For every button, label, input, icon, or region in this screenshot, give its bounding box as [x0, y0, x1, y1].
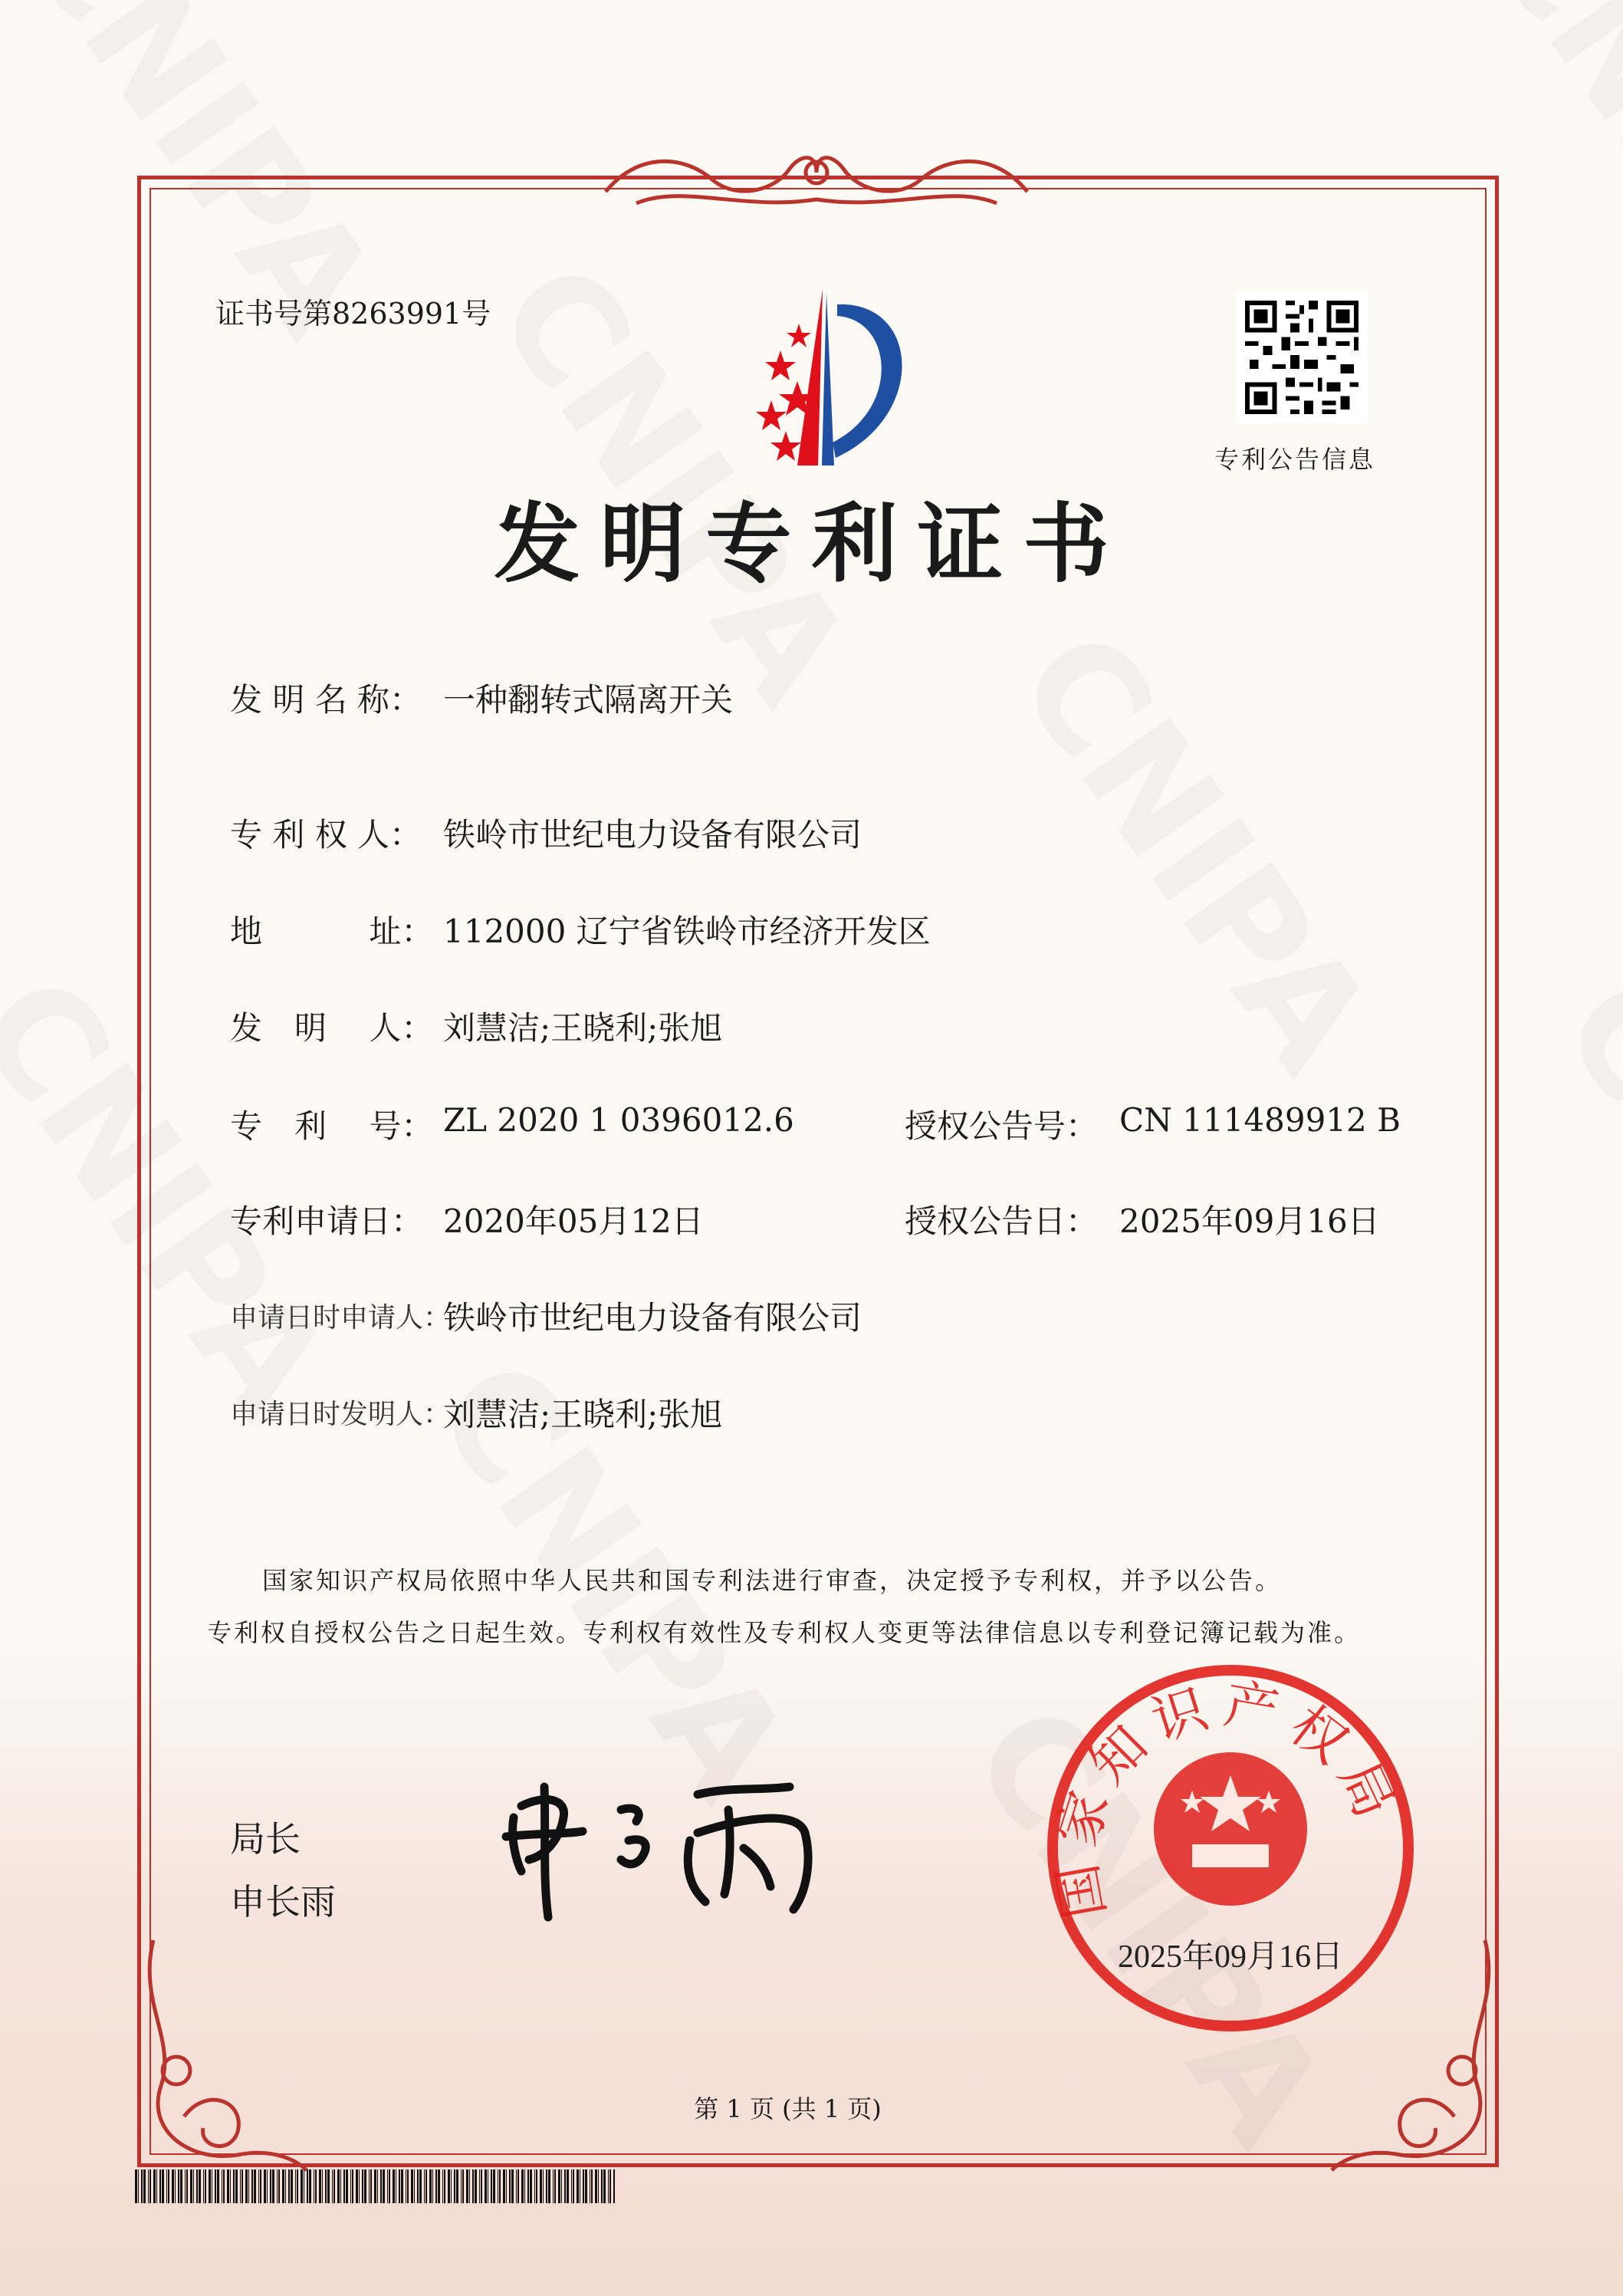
applicant-at-filing-value: 铁岭市世纪电力设备有限公司: [443, 1299, 862, 1337]
seal-text: 国家知识产权局: [1043, 1672, 1411, 1923]
patent-number-value: ZL 2020 1 0396012.6: [443, 1101, 794, 1139]
barcode-bar: [264, 2169, 266, 2203]
barcode-bar: [601, 2169, 603, 2203]
barcode-bar: [230, 2169, 231, 2203]
barcode-bar: [135, 2169, 137, 2203]
barcode-bar: [383, 2169, 385, 2203]
barcode-bar: [362, 2169, 363, 2203]
barcode-bar: [561, 2169, 562, 2203]
barcode-bar: [516, 2169, 517, 2203]
barcode-bar: [444, 2169, 445, 2203]
barcode-bar: [577, 2169, 579, 2203]
barcode-bar: [175, 2169, 176, 2203]
barcode-bar: [186, 2169, 188, 2203]
barcode-bar: [278, 2169, 280, 2203]
barcode-bar: [407, 2169, 409, 2203]
barcode-bar: [567, 2169, 569, 2203]
barcode-bar: [196, 2169, 198, 2203]
barcode-bar: [374, 2169, 376, 2203]
barcode-bar: [337, 2169, 340, 2203]
barcode-bar: [343, 2169, 345, 2203]
barcode-bar: [432, 2169, 433, 2203]
barcode-bar: [148, 2169, 149, 2203]
patentee-value: 铁岭市世纪电力设备有限公司: [443, 816, 862, 854]
inventor-label: 发 明 人：: [230, 1009, 434, 1047]
barcode-bar: [199, 2169, 201, 2203]
barcode-bar: [235, 2169, 238, 2203]
barcode-bar: [327, 2169, 330, 2203]
barcode-bar: [511, 2169, 514, 2203]
barcode-bar: [425, 2169, 427, 2203]
grant-pub-number-label: 授权公告号：: [905, 1107, 1099, 1145]
barcode-bar: [506, 2169, 507, 2203]
watermark: [1530, 948, 1623, 1446]
barcode-bar: [591, 2169, 593, 2203]
barcode-bar: [527, 2169, 529, 2203]
barcode-bar: [295, 2169, 296, 2203]
corner-ornament-left: [130, 1933, 314, 2178]
barcode-bar: [558, 2169, 560, 2203]
barcode-bar: [258, 2169, 259, 2203]
patentee-label: 专 利 权 人：: [230, 816, 422, 854]
barcode-bar: [387, 2169, 388, 2203]
barcode-bar: [359, 2169, 360, 2203]
barcode: [135, 2169, 615, 2203]
barcode-bar: [272, 2169, 274, 2203]
barcode-bar: [209, 2169, 211, 2203]
barcode-bar: [172, 2169, 174, 2203]
barcode-bar: [540, 2169, 542, 2203]
barcode-bar: [285, 2169, 286, 2203]
barcode-bar: [166, 2169, 167, 2203]
barcode-bar: [288, 2169, 290, 2203]
barcode-bar: [442, 2169, 443, 2203]
barcode-bar: [461, 2169, 462, 2203]
barcode-bar: [472, 2169, 474, 2203]
qr-code[interactable]: [1236, 291, 1368, 423]
statement-line-1: 国家知识产权局依照中华人民共和国专利法进行审查，决定授予专利权，并予以公告。: [262, 1566, 1283, 1595]
barcode-bar: [393, 2169, 395, 2203]
barcode-bar: [301, 2169, 303, 2203]
inventor-at-filing-label: 申请日时发明人：: [230, 1399, 452, 1430]
barcode-bar: [603, 2169, 606, 2203]
barcode-bar: [613, 2169, 615, 2203]
barcode-bar: [475, 2169, 477, 2203]
barcode-bar: [333, 2169, 335, 2203]
barcode-bar: [180, 2169, 182, 2203]
barcode-bar: [536, 2169, 537, 2203]
barcode-bar: [190, 2169, 192, 2203]
barcode-bar: [248, 2169, 249, 2203]
barcode-bar: [185, 2169, 186, 2203]
certificate-number: 证书号第8263991号: [215, 297, 491, 331]
barcode-bar: [524, 2169, 525, 2203]
barcode-bar: [509, 2169, 511, 2203]
barcode-bar: [241, 2169, 243, 2203]
barcode-bar: [469, 2169, 470, 2203]
barcode-bar: [168, 2169, 169, 2203]
barcode-bar: [203, 2169, 204, 2203]
barcode-bar: [493, 2169, 495, 2203]
barcode-bar: [548, 2169, 550, 2203]
patent-number-label: 专 利 号：: [230, 1107, 434, 1145]
grant-pub-date-label: 授权公告日：: [905, 1202, 1099, 1240]
barcode-bar: [456, 2169, 458, 2203]
barcode-bar: [138, 2169, 139, 2203]
barcode-bar: [534, 2169, 535, 2203]
barcode-bar: [251, 2169, 253, 2203]
barcode-bar: [227, 2169, 229, 2203]
barcode-bar: [178, 2169, 179, 2203]
barcode-bar: [595, 2169, 597, 2203]
handwritten-signature: [498, 1764, 843, 1925]
barcode-bar: [141, 2169, 143, 2203]
barcode-bar: [260, 2169, 261, 2203]
barcode-bar: [598, 2169, 599, 2203]
barcode-bar: [309, 2169, 311, 2203]
barcode-bar: [554, 2169, 556, 2203]
barcode-bar: [356, 2169, 358, 2203]
barcode-bar: [350, 2169, 351, 2203]
seal-date: 2025年09月16日: [1117, 1939, 1344, 1975]
statement-line-2: 专利权自授权公告之日起生效。专利权有效性及专利权人变更等法律信息以专利登记簿记载为准。: [207, 1618, 1362, 1647]
barcode-bar: [322, 2169, 323, 2203]
barcode-bar: [223, 2169, 225, 2203]
barcode-bar: [585, 2169, 587, 2203]
barcode-bar: [297, 2169, 298, 2203]
barcode-bar: [291, 2169, 293, 2203]
barcode-bar: [332, 2169, 333, 2203]
barcode-bar: [462, 2169, 464, 2203]
cnipa-logo: [698, 285, 943, 473]
invention-name-value: 一种翻转式隔离开关: [443, 681, 734, 719]
barcode-bar: [215, 2169, 216, 2203]
barcode-bar: [573, 2169, 574, 2203]
barcode-bar: [377, 2169, 378, 2203]
page-title: 发明专利证书: [494, 495, 1129, 594]
barcode-bar: [143, 2169, 146, 2203]
barcode-bar: [438, 2169, 440, 2203]
barcode-bar: [156, 2169, 157, 2203]
barcode-bar: [583, 2169, 584, 2203]
barcode-bar: [370, 2169, 372, 2203]
barcode-bar: [401, 2169, 403, 2203]
barcode-bar: [240, 2169, 241, 2203]
inventor-at-filing-value: 刘慧洁;王晓利;张旭: [443, 1396, 723, 1433]
barcode-bar: [564, 2169, 566, 2203]
barcode-bar: [380, 2169, 382, 2203]
barcode-bar: [608, 2169, 609, 2203]
barcode-bar: [245, 2169, 248, 2203]
barcode-bar: [389, 2169, 390, 2203]
barcode-bar: [485, 2169, 487, 2203]
barcode-bar: [530, 2169, 532, 2203]
barcode-bar: [448, 2169, 450, 2203]
barcode-bar: [481, 2169, 482, 2203]
barcode-bar: [521, 2169, 524, 2203]
top-ornament: [590, 138, 1043, 215]
filing-date-label: 专利申请日：: [230, 1202, 424, 1240]
applicant-at-filing-label: 申请日时申请人：: [230, 1302, 452, 1334]
barcode-bar: [546, 2169, 547, 2203]
barcode-bar: [364, 2169, 366, 2203]
signatory-title: 局长: [230, 1818, 301, 1860]
barcode-bar: [217, 2169, 219, 2203]
barcode-bar: [369, 2169, 370, 2203]
barcode-bar: [517, 2169, 519, 2203]
inventor-value: 刘慧洁;王晓利;张旭: [443, 1009, 723, 1047]
barcode-bar: [399, 2169, 400, 2203]
barcode-bar: [233, 2169, 235, 2203]
barcode-bar: [315, 2169, 317, 2203]
barcode-bar: [429, 2169, 432, 2203]
barcode-bar: [254, 2169, 256, 2203]
qr-caption: 专利公告信息: [1214, 445, 1376, 474]
barcode-bar: [149, 2169, 151, 2203]
barcode-bar: [159, 2169, 161, 2203]
barcode-bar: [417, 2169, 419, 2203]
barcode-bar: [571, 2169, 572, 2203]
barcode-bar: [267, 2169, 268, 2203]
barcode-bar: [319, 2169, 321, 2203]
invention-name-label: 发 明 名 称：: [230, 681, 422, 719]
barcode-bar: [414, 2169, 415, 2203]
barcode-bar: [466, 2169, 468, 2203]
barcode-bar: [451, 2169, 452, 2203]
barcode-bar: [352, 2169, 353, 2203]
barcode-bar: [479, 2169, 480, 2203]
barcode-bar: [307, 2169, 308, 2203]
barcode-bar: [499, 2169, 501, 2203]
barcode-bar: [205, 2169, 206, 2203]
barcode-bar: [270, 2169, 271, 2203]
address-value: 112000 辽宁省铁岭市经济开发区: [443, 913, 931, 950]
barcode-bar: [553, 2169, 554, 2203]
barcode-bar: [503, 2169, 505, 2203]
page-number: 第 1 页 (共 1 页): [694, 2094, 882, 2123]
barcode-bar: [340, 2169, 341, 2203]
address-label: 地 址：: [230, 913, 434, 950]
barcode-bar: [419, 2169, 422, 2203]
barcode-bar: [491, 2169, 492, 2203]
barcode-bar: [282, 2169, 284, 2203]
barcode-bar: [162, 2169, 164, 2203]
barcode-bar: [277, 2169, 278, 2203]
barcode-bar: [609, 2169, 611, 2203]
official-seal: [1043, 1660, 1418, 2036]
barcode-bar: [543, 2169, 544, 2203]
barcode-bar: [454, 2169, 455, 2203]
signatory-name: 申长雨: [230, 1881, 336, 1923]
barcode-bar: [193, 2169, 194, 2203]
filing-date-value: 2020年05月12日: [443, 1202, 704, 1240]
barcode-bar: [411, 2169, 413, 2203]
barcode-bar: [435, 2169, 437, 2203]
barcode-bar: [153, 2169, 156, 2203]
grant-pub-number-value: CN 111489912 B: [1119, 1101, 1401, 1139]
barcode-bar: [424, 2169, 425, 2203]
grant-pub-date-value: 2025年09月16日: [1119, 1202, 1380, 1240]
barcode-bar: [346, 2169, 348, 2203]
barcode-bar: [325, 2169, 327, 2203]
